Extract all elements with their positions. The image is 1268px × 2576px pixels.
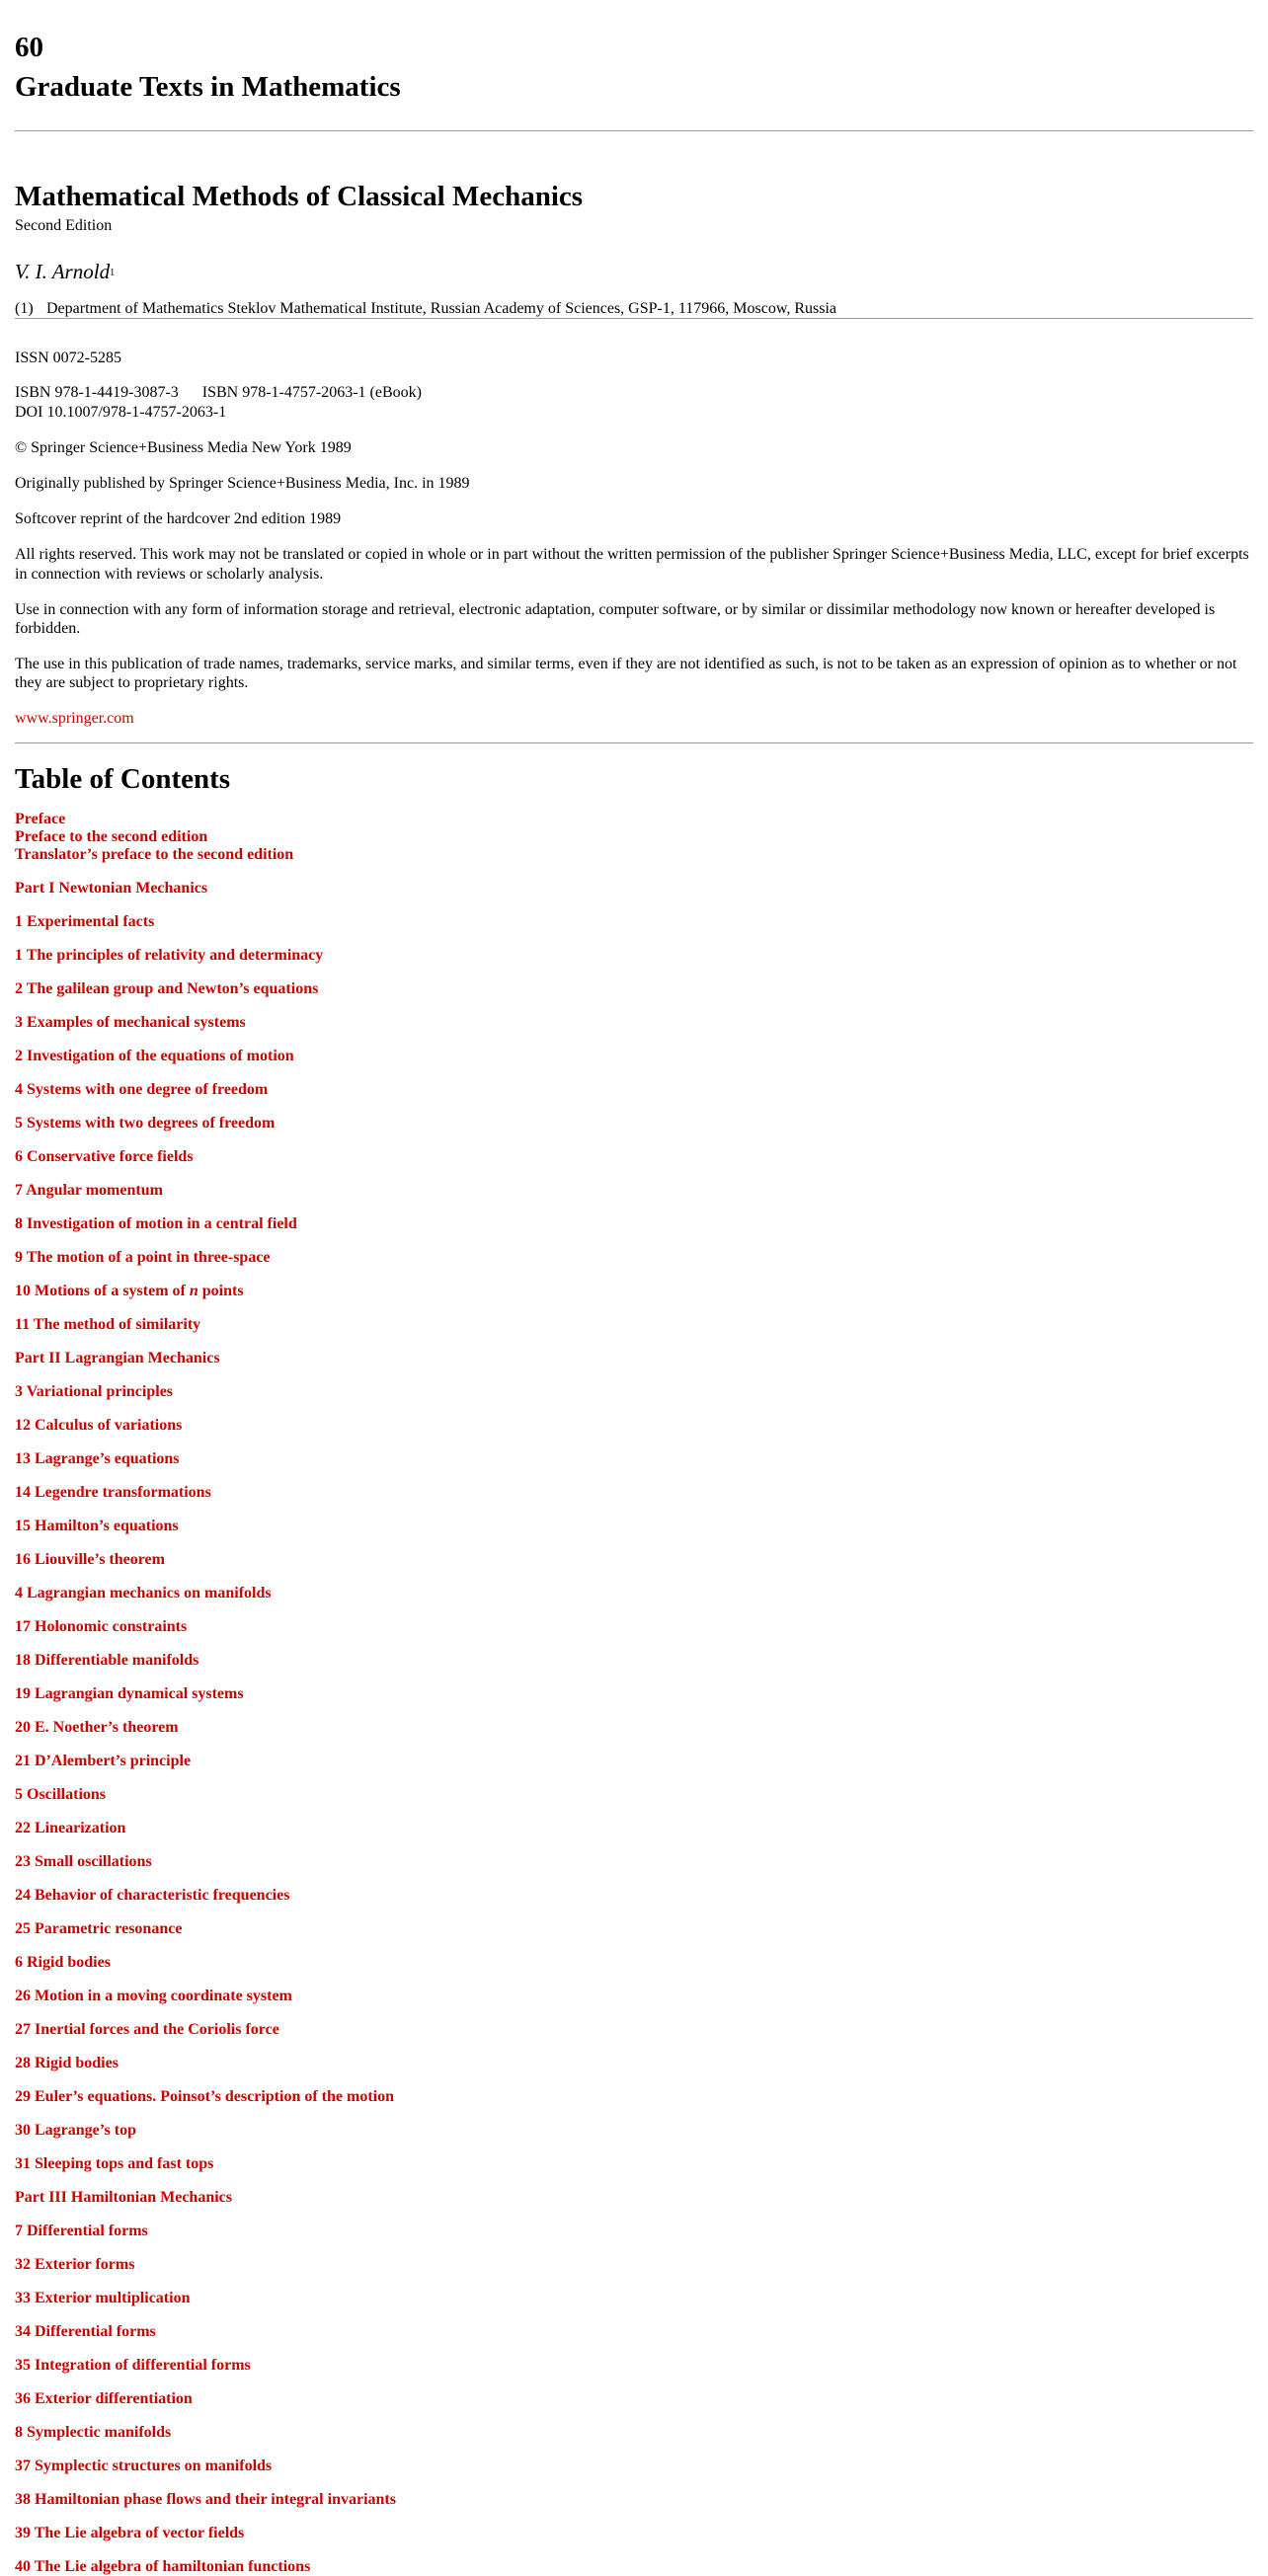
- affiliation-text: Department of Mathematics Steklov Mathematical Institute, Russian Academy of Sciences, GSP-1, 117966, Moscow, Russia: [46, 300, 837, 318]
- toc-link[interactable]: 2 Investigation of the equations of motion: [15, 1047, 294, 1064]
- toc-link[interactable]: 6 Rigid bodies: [15, 1953, 111, 1971]
- toc-link[interactable]: 27 Inertial forces and the Coriolis force: [15, 2020, 279, 2038]
- toc-link[interactable]: 3 Variational principles: [15, 1382, 174, 1400]
- toc-link[interactable]: 28 Rigid bodies: [15, 2054, 119, 2071]
- math-variable: n: [189, 1282, 198, 1299]
- toc-link[interactable]: 25 Parametric resonance: [15, 1919, 183, 1937]
- toc-link[interactable]: 32 Exterior forms: [15, 2255, 135, 2273]
- toc-title: Table of Contents: [15, 762, 231, 795]
- isbn-print: ISBN 978-1-4419-3087-3: [15, 384, 179, 402]
- table-of-contents: [15, 811, 1253, 2576]
- toc-link[interactable]: 8 Investigation of motion in a central field: [15, 1214, 297, 1232]
- toc-link[interactable]: 11 The method of similarity: [15, 1315, 201, 1333]
- use-notice: Use in connection with any form of information storage and retrieval, electronic adaptation, computer software, or by similar or dissimilar methodology now known or hereafter developed is forbidden.: [15, 600, 1216, 637]
- toc-link[interactable]: 36 Exterior differentiation: [15, 2389, 193, 2407]
- copyright: © Springer Science+Business Media New York 1989: [15, 438, 352, 456]
- toc-link[interactable]: 17 Holonomic constraints: [15, 1617, 188, 1635]
- affiliation-number: (1): [15, 300, 34, 318]
- isbn-ebook: ISBN 978-1-4757-2063-1 (eBook): [201, 384, 422, 402]
- toc-link[interactable]: 24 Behavior of characteristic frequencies: [15, 1886, 290, 1904]
- toc-link[interactable]: 6 Conservative force fields: [15, 1147, 194, 1165]
- toc-link[interactable]: 12 Calculus of variations: [15, 1416, 183, 1434]
- toc-link[interactable]: 40 The Lie algebra of hamiltonian functions: [15, 2557, 311, 2575]
- toc-link[interactable]: Part II Lagrangian Mechanics: [15, 1349, 220, 1366]
- toc-link[interactable]: 26 Motion in a moving coordinate system: [15, 1987, 292, 2004]
- originally-published: Originally published by Springer Science+Business Media, Inc. in 1989: [15, 474, 470, 492]
- copyright-block: [15, 349, 1253, 728]
- author-name: V. I. Arnold: [15, 260, 111, 284]
- toc-link[interactable]: Preface to the second edition: [15, 827, 208, 845]
- toc-link[interactable]: 18 Differentiable manifolds: [15, 1651, 199, 1669]
- toc-link[interactable]: 4 Systems with one degree of freedom: [15, 1080, 269, 1098]
- edition: Second Edition: [15, 217, 113, 234]
- softcover-note: Softcover reprint of the hardcover 2nd edition 1989: [15, 510, 342, 528]
- rights-notice: All rights reserved. This work may not be translated or copied in whole or in part without the written permission of the publisher Springer Science+Business Media, LLC, except for brief excerpts in connection with reviews or scholarly analysis.: [15, 546, 1249, 583]
- toc-link[interactable]: 35 Integration of differential forms: [15, 2356, 251, 2374]
- doi: DOI 10.1007/978-1-4757-2063-1: [15, 403, 227, 421]
- toc-link[interactable]: 10 Motions of a system of n points: [15, 1282, 244, 1299]
- toc-link[interactable]: 14 Legendre transformations: [15, 1483, 211, 1501]
- toc-link[interactable]: Preface: [15, 810, 66, 827]
- author: [15, 259, 1253, 284]
- toc-link[interactable]: 15 Hamilton’s equations: [15, 1517, 179, 1534]
- toc-link[interactable]: 1 The principles of relativity and determinacy: [15, 946, 324, 964]
- series-title: Graduate Texts in Mathematics: [15, 71, 401, 103]
- toc-link[interactable]: 16 Liouville’s theorem: [15, 1550, 165, 1568]
- toc-link[interactable]: 4 Lagrangian mechanics on manifolds: [15, 1584, 272, 1601]
- toc-link[interactable]: 37 Symplectic structures on manifolds: [15, 2457, 273, 2474]
- isbn-row: [15, 383, 1253, 402]
- toc-link[interactable]: 13 Lagrange’s equations: [15, 1449, 180, 1467]
- author-footnote-mark: 1: [110, 268, 116, 279]
- toc-link[interactable]: 9 The motion of a point in three-space: [15, 1248, 271, 1266]
- toc-link[interactable]: 23 Small oscillations: [15, 1852, 152, 1870]
- toc-link[interactable]: 3 Examples of mechanical systems: [15, 1013, 246, 1031]
- divider: [15, 318, 1253, 319]
- toc-link[interactable]: 5 Systems with two degrees of freedom: [15, 1114, 276, 1132]
- toc-link[interactable]: 31 Sleeping tops and fast tops: [15, 2154, 214, 2172]
- divider: [15, 130, 1253, 131]
- toc-link[interactable]: Part I Newtonian Mechanics: [15, 879, 208, 897]
- trademark-notice: The use in this publication of trade names, trademarks, service marks, and similar terms, even if they are not identified as such, is not to be taken as an expression of opinion as to whether or not they are subject to proprietary rights.: [15, 656, 1237, 692]
- toc-link[interactable]: 30 Lagrange’s top: [15, 2121, 136, 2139]
- book-title: Mathematical Methods of Classical Mechanics: [15, 181, 584, 212]
- affiliation: [15, 300, 1253, 318]
- toc-link[interactable]: 19 Lagrangian dynamical systems: [15, 1684, 244, 1702]
- toc-link[interactable]: 22 Linearization: [15, 1819, 126, 1836]
- toc-link[interactable]: Part III Hamiltonian Mechanics: [15, 2188, 232, 2206]
- toc-link[interactable]: 20 E. Noether’s theorem: [15, 1718, 179, 1736]
- toc-link[interactable]: Translator’s preface to the second edition: [15, 845, 294, 863]
- toc-link[interactable]: 1 Experimental facts: [15, 912, 155, 930]
- series-number: 60: [15, 32, 43, 63]
- toc-link[interactable]: 29 Euler’s equations. Poinsot’s description of the motion: [15, 2087, 394, 2105]
- toc-link[interactable]: 33 Exterior multiplication: [15, 2289, 191, 2306]
- toc-link[interactable]: 38 Hamiltonian phase flows and their integral invariants: [15, 2490, 396, 2508]
- divider: [15, 742, 1253, 743]
- toc-link[interactable]: 7 Angular momentum: [15, 1181, 163, 1199]
- springer-website-link[interactable]: www.springer.com: [15, 710, 134, 728]
- toc-link[interactable]: 7 Differential forms: [15, 2222, 148, 2239]
- issn: ISSN 0072-5285: [15, 350, 122, 367]
- toc-link[interactable]: 39 The Lie algebra of vector fields: [15, 2524, 245, 2541]
- toc-link[interactable]: 2 The galilean group and Newton’s equations: [15, 979, 319, 997]
- toc-link[interactable]: 34 Differential forms: [15, 2322, 156, 2340]
- toc-link[interactable]: 8 Symplectic manifolds: [15, 2423, 172, 2441]
- toc-link[interactable]: 21 D’Alembert’s principle: [15, 1752, 192, 1769]
- toc-link[interactable]: 5 Oscillations: [15, 1785, 107, 1803]
